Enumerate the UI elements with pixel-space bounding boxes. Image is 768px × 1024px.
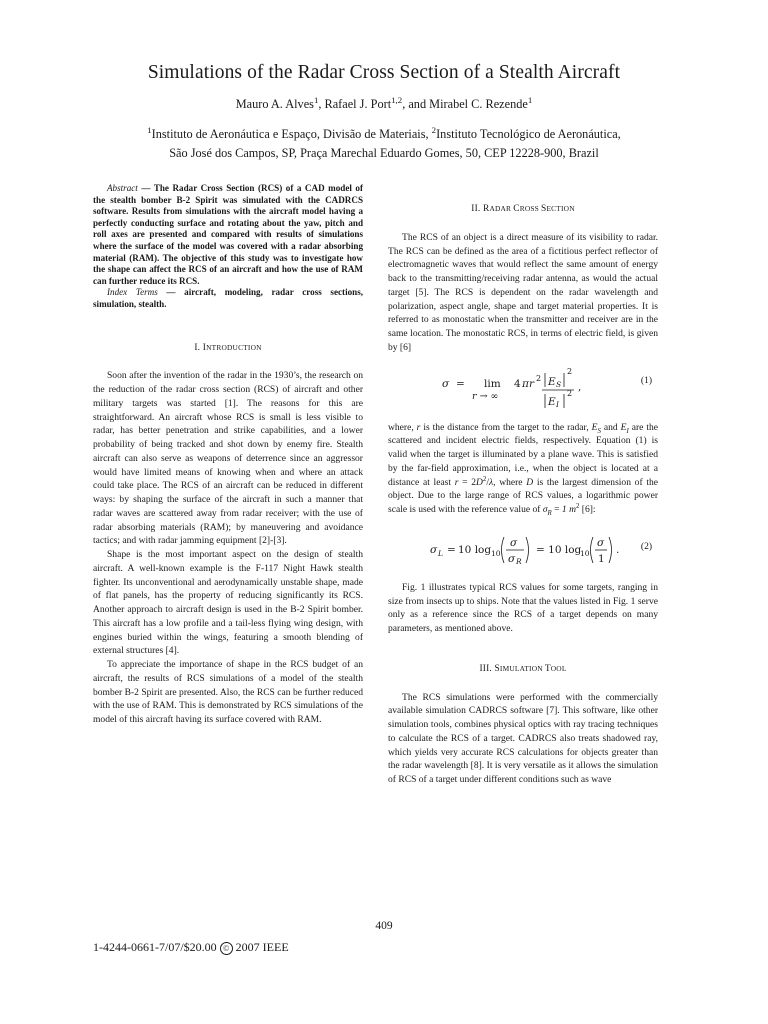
svg-text:σ: σ [597,536,605,549]
heading-capital: C [513,204,520,214]
svg-text:2: 2 [567,366,573,376]
svg-text:2: 2 [567,388,573,398]
intro-paragraph-1: Soon after the invention of the radar in the 1930’s, the research on the reduction of the radar cross section (RCS) of aircraft and other military targets was started [1]. The reasons for this are straightforward. An aircraft whose RCS is small is less visible to radar, has better penetration and strike capabilities, and a lower probability of being tracked and shot down by enemy fire. Stealth aircraft can also serve as weapons of deterrence since an aggressor would have limited means of knowing when and where an attack could take place. The RCS of an aircraft can be reduced in different ways: by shaping the surface of the aircraft in such a manner that radar waves are scattered away from radar receiver; with the use of radar absorbing materials (RAM); by maneuvering and avoidance tactics; and with radar jamming equipment [2]-[3]. [93,370,363,547]
heading-smallcaps: NTRODUCTION [206,342,262,352]
page-number: 409 [375,920,393,932]
heading-capital: R [482,204,490,214]
svg-text:E: E [548,395,556,408]
text-run: where [499,476,527,488]
svg-text:10: 10 [491,548,501,558]
abstract [93,183,363,287]
copyright-icon: © [220,942,233,955]
copyright-line [93,940,289,955]
heading-capital: S [494,663,500,674]
affiliation-text: Instituto de Aeronáutica e Espaço, Divisão de Materiais, [151,127,432,141]
intro-paragraph-3: To appreciate the importance of shape in the RCS budget of an aircraft, the results of RCS simulations of a model of the stealth bomber B-2 Spirit are presented. Also, the RCS can be further reduced with the use of RAM. This is demonstrated by RCS simulations of the model of this aircraft having its surface covered with RAM. [93,659,363,726]
svg-text:r: r [529,377,535,390]
affiliation-text: Instituto Tecnológico de Aeronáutica, [436,127,621,141]
section-heading-radar-cross-section [388,202,658,217]
affiliation-line-2: São José dos Campos, SP, Praça Marechal Eduardo Gomes, 50, CEP 12228-900, Brazil [169,146,599,160]
equation-1 [388,359,658,415]
abstract-dash: — [137,183,154,193]
equation-2-number: (2) [640,541,652,552]
text-run: r [416,421,421,433]
index-terms-label: Index Terms [107,287,158,298]
ieee-text: 2007 IEEE [232,940,289,954]
svg-text:σ: σ [508,552,516,565]
svg-text:R: R [516,556,522,566]
heading-capital: I [202,342,207,353]
svg-text:= 10 log: = 10 log [536,543,582,556]
svg-text:1: 1 [598,552,605,565]
affiliations [0,125,768,163]
affiliation-number: 1 [147,124,152,135]
index-terms-dash: — [157,287,185,298]
equation-2-formula [408,525,638,575]
text-run: is the distance from the target to the radar, [420,421,592,433]
index-terms [93,287,363,310]
heading-capital: S [541,204,547,214]
svg-text:4: 4 [514,377,521,390]
svg-text:lim: lim [484,377,501,390]
author-name: Rafael J. Port [324,97,392,111]
text-run: is the largest dimension of the object. Due to the large range of RCS values, a logarithmic power scale is used with the reference value of [388,476,658,515]
heading-smallcaps: ADAR [489,204,514,213]
author-affiliation-mark: 1 [313,94,319,105]
equation-2 [388,525,658,575]
svg-text:=: = [456,377,465,390]
rcs-paragraph-1: The RCS of an object is a direct measure of its visibility to radar. The RCS can be defined as the area of a fictitious perfect reflector of electromagnetic waves that would reflect the same amount of energy back to the transmitting/receiving radar antenna, as would the actual target [5]. The RCS is dependent on the radar wavelength and polarization, aspect angle, shape and target material properties. It is referred to as monostatic when the transmitter and receiver are in the same location. The monostatic RCS, in terms of electric field, is given by [6] [388,231,658,353]
svg-text:I: I [556,399,559,409]
svg-text:10: 10 [580,548,590,558]
svg-text:,: , [578,380,582,393]
svg-text:r → ∞: r → ∞ [472,390,499,402]
svg-text:=: = [447,543,456,556]
sim-paragraph-1: The RCS simulations were performed with the commercially available simulation CADRCS software [7]. This software, like other simulation tools, combines physical optics with ray tracing techniques to calculate the RCS of a target. CADRCS also treats shadowed ray, which yields very accurate RCS calculations for objects greater than the radar wavelength [8]. It is very versatile as it allows the simulation of RCS of a target under different conditions such as wave [388,691,658,785]
text-run: are the scattered and incident electric fields, respectively. Equation (1) is valid when the target is illuminated by a plane wave. This is satisfied by the far-field approximation, i.e., when the object is located at a distance at least [388,421,658,488]
svg-text:σ: σ [430,543,438,556]
left-column [93,183,363,727]
svg-text:2: 2 [536,373,542,383]
paper-title: Simulations of the Radar Cross Section of a Stealth Aircraft [147,62,621,83]
rcs-paragraph-3: Fig. 1 illustrates typical RCS values for some targets, ranging in size from insects up to ships. Note that the values listed in Fig. 1 serve only as a reference since the RCS of a target depends on many parameters, as mentioned above. [388,581,658,634]
heading-smallcaps: ECTION [546,204,575,213]
intro-paragraph-2: Shape is the most important aspect on the design of stealth aircraft. A well-known example is the F-117 Night Hawk stealth fighter. Its unconventional and aerodynamically unstable shape, made of flat panels, has the property of reducing significantly its RCS. Another approach to aircraft design is used in the B-2 Spirit bomber. This aircraft has a low profile and a tail-less flying wing design, with engines buried within the wings, featuring a smooth blending of external structures [4]. [93,549,363,657]
section-number: I. [194,342,203,353]
section-heading-simulation-tool [388,662,658,677]
svg-text:S: S [556,379,562,389]
heading-smallcaps: OOL [550,663,567,673]
author-affiliation-mark: 1 [527,94,533,105]
svg-text:σ: σ [510,536,518,549]
affiliation-line-1 [0,125,768,144]
svg-text:10 log: 10 log [458,543,492,556]
author-list: Mauro A. Alves$^1$, Rafael J. Port$^{1,2}$, and Mirabel C. Rezende$^1$ [235,94,533,111]
affiliation-number: 2 [431,124,437,135]
index-terms-text: aircraft, modeling, radar cross sections, simulation, stealth. [93,287,364,309]
svg-text:π: π [522,377,529,390]
section-number: II. [471,204,483,214]
equation-1-formula [428,359,658,415]
svg-text:.: . [616,543,620,556]
section-number: III. [479,663,495,674]
rcs-paragraph-2: where, r is the distance from the target to the radar, $E_S$ and $E_I$ are the scattered and incident electric fields, respectively. Equation (1) is valid when the target is illuminated by a plane wave. This is satisfied by the far-field approximation, i.e., when the object is located at a distance at least $r = 2D^2/\lambda$, where D is the largest dimension of the object. Due to the large range of RCS values, a logarithmic power scale is used with the reference value of $\sigma_R = 1$ $m^2$ [6]: [388,421,658,517]
isbn-text: 1-4244-0661-7/07/$20.00 [93,940,220,954]
abstract-text: The Radar Cross Section (RCS) of a CAD model of the stealth bomber B-2 Spirit was simulated with the CADRCS software. Results from simulations with the aircraft model having a perfectly conducting surface and rotating about the yaw, pitch and roll axes are presented and compared with results of simulations where the surface of the model was covered with a radar absorbing material (RAM). The objective of this study was to investigate how the shape can affect the RCS of an aircraft and how the use of RAM can further reduce its RCS. [93,183,363,286]
svg-text:σ: σ [442,377,450,390]
author-affiliation-mark: 1,2 [391,94,403,105]
svg-text:L: L [438,548,443,558]
heading-smallcaps: IMULATION [499,663,545,673]
text-run: where, [388,421,417,433]
svg-text:E: E [548,375,556,388]
author-name: and Mirabel C. Rezende [408,97,528,111]
equation-1-number: (1) [640,375,652,386]
author-name: Mauro A. Alves [235,97,314,111]
heading-smallcaps: ROSS [519,204,542,213]
section-heading-introduction [93,341,363,356]
abstract-label: Abstract [107,183,138,193]
heading-capital: T [544,663,551,674]
right-column [388,202,658,787]
